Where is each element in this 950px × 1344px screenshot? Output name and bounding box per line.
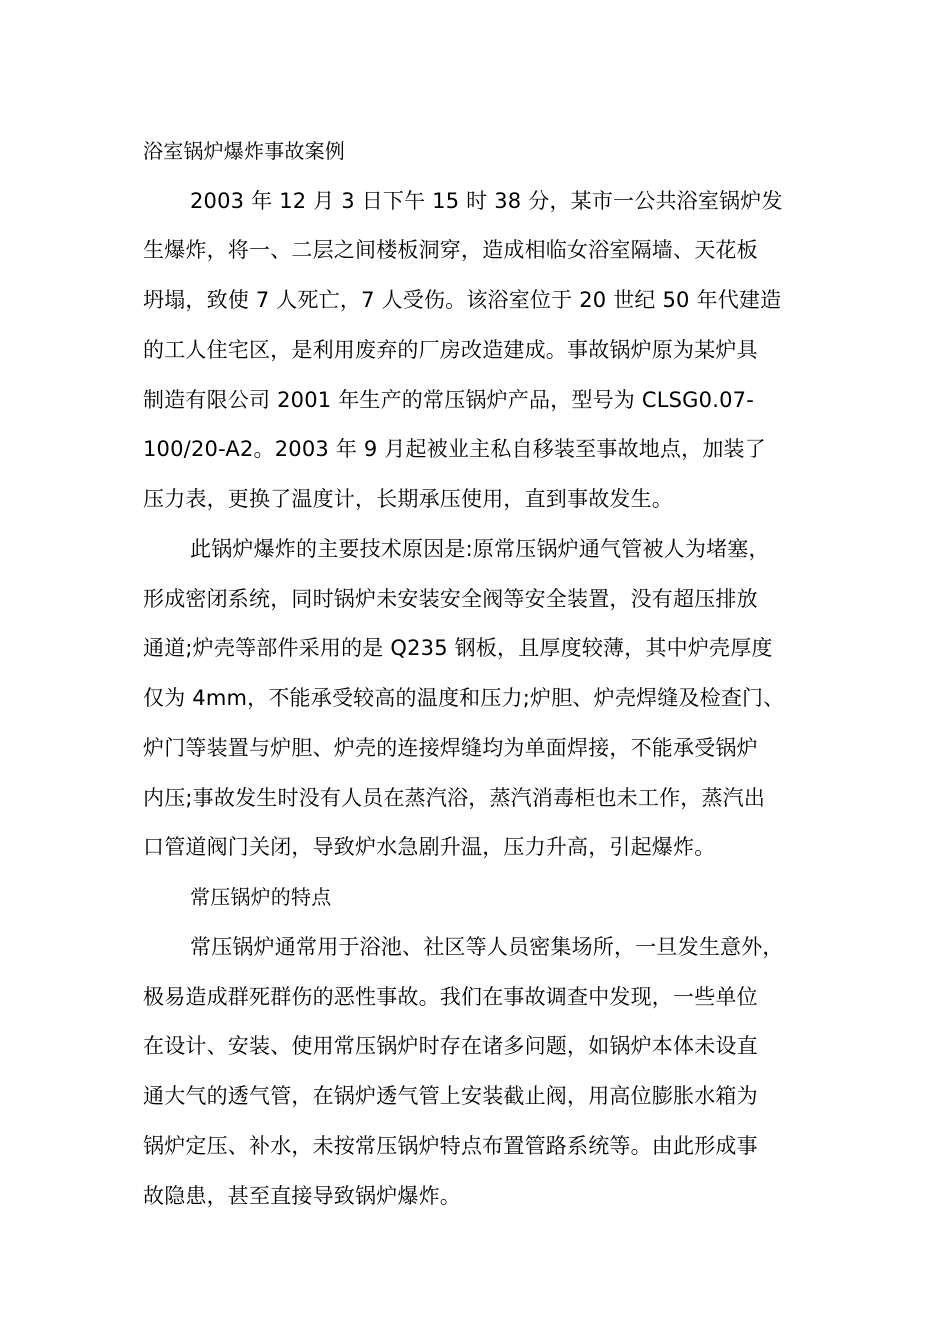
document-title: 浴室锅炉爆炸事故案例 (143, 139, 345, 163)
paragraph-line: 制造有限公司 2001 年生产的常压锅炉产品，型号为 CLSG0.07- (143, 388, 754, 412)
paragraph-line: 口管道阀门关闭，导致炉水急剧升温，压力升高，引起爆炸。 (143, 835, 716, 859)
paragraph-line: 2003 年 12 月 3 日下午 15 时 38 分，某市一公共浴室锅炉发 (190, 189, 783, 213)
paragraph-line: 锅炉定压、补水，未按常压锅炉特点布置管路系统等。由此形成事 (143, 1134, 758, 1158)
paragraph-line: 炉门等装置与炉胆、炉壳的连接焊缝均为单面焊接，不能承受锅炉 (143, 736, 758, 760)
paragraph-line: 坍塌，致使 7 人死亡，7 人受伤。该浴室位于 20 世纪 50 年代建造 (143, 288, 782, 312)
paragraph-line: 仅为 4mm，不能承受较高的温度和压力;炉胆、炉壳焊缝及检查门、 (143, 686, 785, 710)
paragraph-line: 压力表，更换了温度计，长期承压使用，直到事故发生。 (143, 487, 673, 511)
paragraph-line: 通道;炉壳等部件采用的是 Q235 钢板，且厚度较薄，其中炉壳厚度 (143, 636, 773, 660)
paragraph-line: 生爆炸，将一、二层之间楼板洞穿，造成相临女浴室隔墙、天花板 (143, 238, 758, 262)
paragraph-line: 100/20-A2。2003 年 9 月起被业主私自移装至事故地点，加装了 (143, 437, 766, 461)
paragraph-line: 故隐患，甚至直接导致锅炉爆炸。 (143, 1184, 461, 1208)
paragraph-line: 通大气的透气管，在锅炉透气管上安装截止阀，用高位膨胀水箱为 (143, 1084, 758, 1108)
paragraph-line: 内压;事故发生时没有人员在蒸汽浴，蒸汽消毒柜也未工作，蒸汽出 (143, 786, 766, 810)
paragraph-line: 常压锅炉通常用于浴池、社区等人员密集场所，一旦发生意外， (190, 935, 784, 959)
paragraph-line: 在设计、安装、使用常压锅炉时存在诸多问题，如锅炉本体未设直 (143, 1034, 758, 1058)
section-subheading: 常压锅炉的特点 (190, 885, 332, 909)
paragraph-line: 形成密闭系统，同时锅炉未安装安全阀等安全装置，没有超压排放 (143, 587, 758, 611)
paragraph-line: 的工人住宅区，是利用废弃的厂房改造建成。事故锅炉原为某炉具 (143, 338, 758, 362)
paragraph-line: 此锅炉爆炸的主要技术原因是:原常压锅炉通气管被人为堵塞， (190, 537, 770, 561)
paragraph-line: 极易造成群死群伤的恶性事故。我们在事故调查中发现，一些单位 (143, 985, 758, 1009)
